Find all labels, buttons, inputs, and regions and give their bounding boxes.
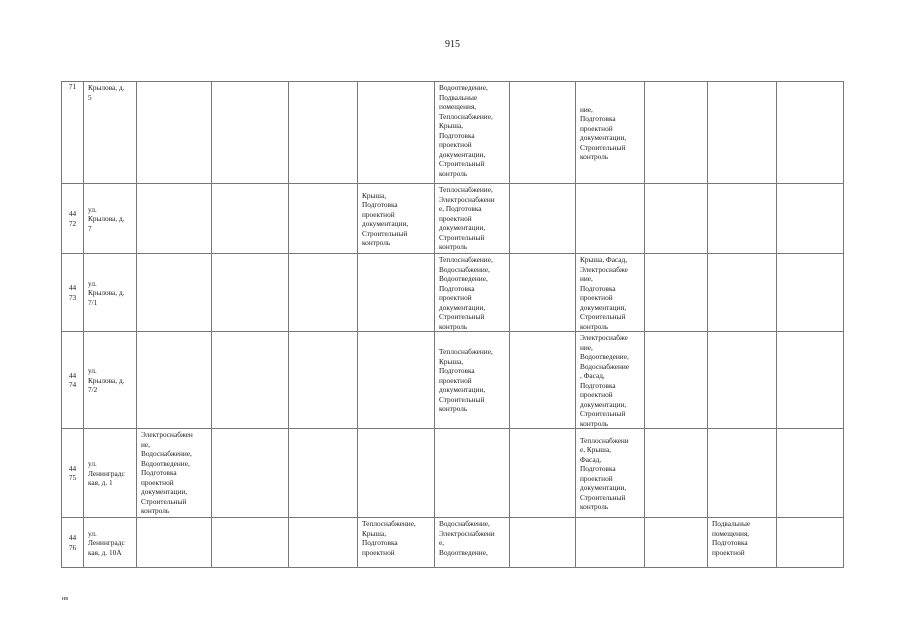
works-text: Электроснабже ние, Водоотведение, Водоснабжение , Фасад, Подготовка проектной документации, Строительный контроль: [580, 333, 629, 428]
works-cell: [777, 332, 844, 429]
works-cell: [137, 184, 212, 254]
row-number-cell: [62, 82, 84, 184]
address-cell: [84, 518, 137, 568]
works-cell: [289, 82, 358, 184]
works-cell: [777, 184, 844, 254]
works-cell: [137, 518, 212, 568]
works-cell: [576, 82, 645, 184]
works-text: Теплоснабжени е, Крыша, Фасад, Подготовка проектной документации, Строительный контроль: [580, 435, 629, 511]
works-cell: [645, 332, 708, 429]
works-cell: [137, 82, 212, 184]
works-text: Водоотведение, Подвальные помещения, Теплоснабжение, Крыша, Подготовка проектной документации, Строительный контроль: [439, 83, 493, 178]
works-cell: [212, 429, 289, 518]
works-cell: [777, 429, 844, 518]
works-text: Крыша, Подготовка проектной документации, Строительный контроль: [362, 190, 409, 247]
address-cell: [84, 332, 137, 429]
works-cell: [777, 254, 844, 332]
table-row: [62, 254, 844, 332]
works-cell: [645, 254, 708, 332]
works-cell: [645, 184, 708, 254]
works-text: ние, Подготовка проектной документации, Строительный контроль: [580, 104, 627, 161]
row-number: 44 73: [68, 283, 77, 302]
works-cell: [358, 332, 435, 429]
works-cell: [576, 184, 645, 254]
works-cell: [645, 518, 708, 568]
works-cell: [510, 184, 576, 254]
address-text: ул. Крылова, д. 7: [88, 204, 125, 233]
works-cell: [289, 332, 358, 429]
works-text: Крыша, Фасад, Электроснабже ние, Подготовка проектной документации, Строительный контроль: [580, 255, 628, 331]
works-cell: [289, 429, 358, 518]
works-cell: [435, 82, 510, 184]
table-body: [62, 82, 844, 568]
works-cell: [435, 429, 510, 518]
works-cell: [358, 254, 435, 332]
works-text: Водоснабжение, Электроснабжени е, Водоотведение,: [439, 519, 495, 557]
works-cell: [358, 82, 435, 184]
works-cell: [708, 429, 777, 518]
works-cell: [645, 82, 708, 184]
address-text: Крылова, д. 5: [88, 83, 125, 102]
row-number: 44 76: [68, 533, 77, 552]
works-cell: [137, 332, 212, 429]
table-row: [62, 518, 844, 568]
row-number-cell: [62, 518, 84, 568]
page-number: 915: [445, 39, 460, 50]
works-cell: [576, 518, 645, 568]
works-cell: [645, 429, 708, 518]
works-cell: [289, 518, 358, 568]
address-cell: [84, 254, 137, 332]
address-cell: [84, 184, 137, 254]
address-text: ул. Крылова, д. 7/2: [88, 366, 125, 395]
row-number-cell: [62, 429, 84, 518]
works-cell: [212, 82, 289, 184]
row-number: 71: [68, 82, 77, 91]
works-cell: [137, 429, 212, 518]
address-cell: [84, 82, 137, 184]
works-cell: [212, 254, 289, 332]
works-cell: [708, 184, 777, 254]
works-cell: [435, 254, 510, 332]
works-cell: [510, 332, 576, 429]
row-number-cell: [62, 184, 84, 254]
address-text: ул. Крылова, д. 7/1: [88, 278, 125, 307]
works-cell: [289, 184, 358, 254]
address-text: ул. Ленинградс кая, д. 10А: [88, 528, 125, 557]
works-cell: [777, 82, 844, 184]
table-row: [62, 332, 844, 429]
works-text: Теплоснабжение, Крыша, Подготовка проектной: [362, 519, 416, 557]
works-cell: [708, 518, 777, 568]
works-cell: [576, 429, 645, 518]
works-cell: [435, 332, 510, 429]
works-cell: [212, 518, 289, 568]
works-cell: [435, 518, 510, 568]
works-cell: [708, 332, 777, 429]
row-number-cell: [62, 254, 84, 332]
table-row: [62, 429, 844, 518]
address-text: ул. Ленинградс кая, д. 1: [88, 459, 125, 488]
works-cell: [576, 332, 645, 429]
works-cell: [358, 429, 435, 518]
works-text: Теплоснабжение, Электроснабжени е, Подготовка проектной документации, Строительный контроль: [439, 185, 495, 251]
works-cell: [358, 518, 435, 568]
table-row: [62, 82, 844, 184]
works-cell: [212, 184, 289, 254]
works-cell: [358, 184, 435, 254]
works-cell: [576, 254, 645, 332]
row-number: 44 72: [68, 209, 77, 228]
footer-mark: нв: [62, 596, 69, 602]
works-text: Теплоснабжение, Водоснабжение, Водоотведение, Подготовка проектной документации, Строительный контроль: [439, 255, 493, 331]
row-number-cell: [62, 332, 84, 429]
works-cell: [510, 518, 576, 568]
row-number: 44 75: [68, 463, 77, 482]
row-number: 44 74: [68, 370, 77, 389]
works-text: Подвальные помещения, Подготовка проектной: [712, 519, 751, 557]
address-cell: [84, 429, 137, 518]
works-cell: [777, 518, 844, 568]
works-cell: [510, 429, 576, 518]
works-cell: [510, 254, 576, 332]
works-text: Электроснабжен ие, Водоснабжение, Водоотведение, Подготовка проектной документации, Строительный контроль: [141, 430, 193, 515]
works-cell: [212, 332, 289, 429]
works-cell: [708, 82, 777, 184]
table-row: [62, 184, 844, 254]
works-cell: [708, 254, 777, 332]
works-cell: [510, 82, 576, 184]
works-cell: [435, 184, 510, 254]
works-text: Теплоснабжение, Крыша, Подготовка проектной документации, Строительный контроль: [439, 347, 493, 414]
works-cell: [289, 254, 358, 332]
works-cell: [137, 254, 212, 332]
repair-schedule-table: [61, 81, 844, 568]
